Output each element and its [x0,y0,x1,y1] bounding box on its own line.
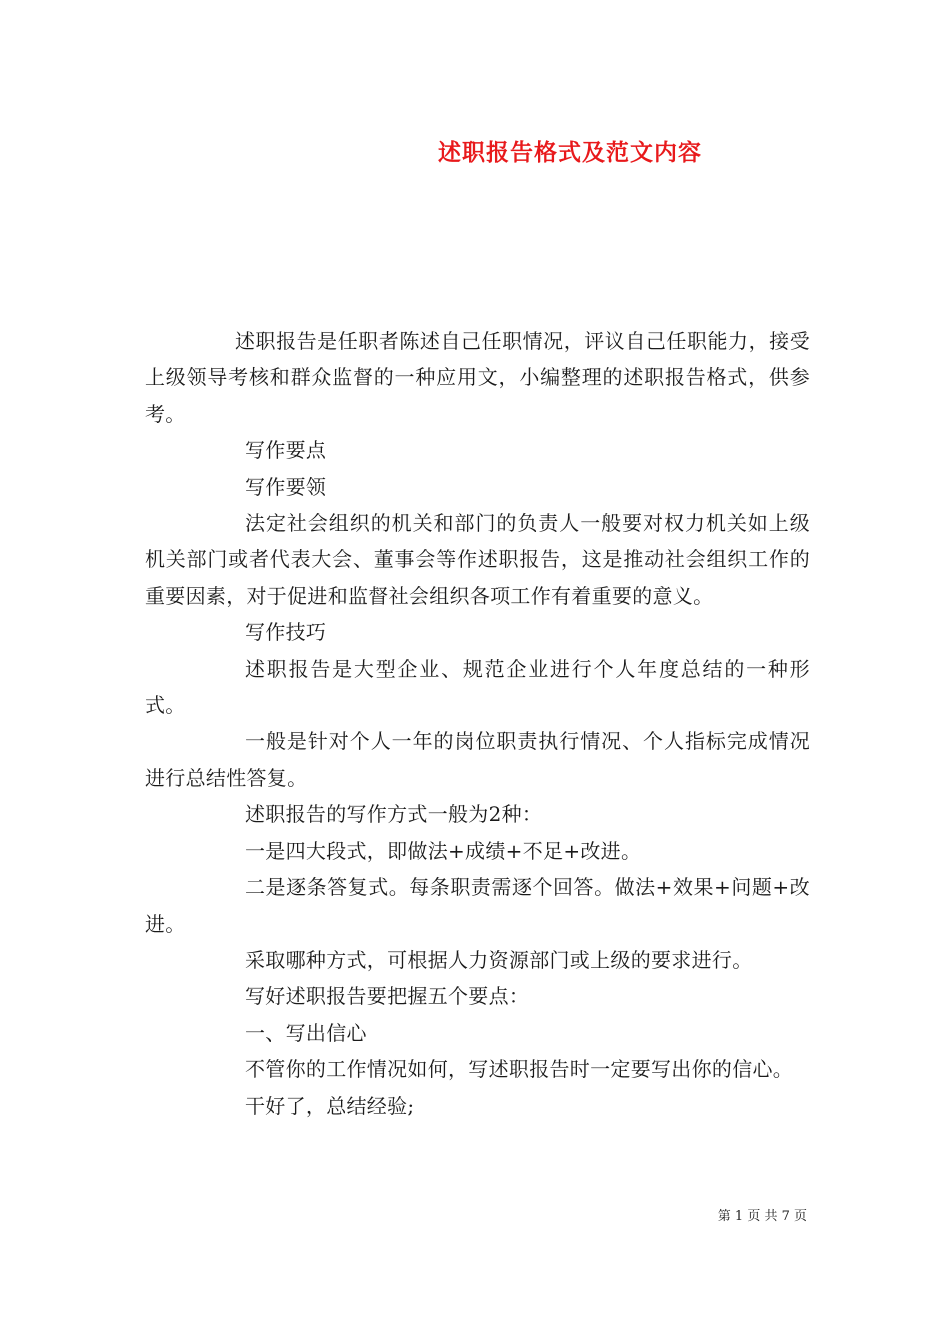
paragraph: 写好述职报告要把握五个要点： [245,984,530,1009]
paragraph: 二是逐条答复式。每条职责需逐个回答。做法+效果+问题+改进。 [145,875,810,936]
paragraph: 写作技巧 [245,620,327,645]
paragraph: 采取哪种方式，可根据人力资源部门或上级的要求进行。 [245,947,753,972]
document-body [145,323,810,1124]
page-number-footer: 第 1 页 共 7 页 [717,1209,807,1224]
paragraph: 述职报告是任职者陈述自己任职情况，评议自己任职能力，接受上级领导考核和群众监督的一种应用文，小编整理的述职报告格式，供参考。 [145,329,810,426]
paragraph: 一、写出信心 [245,1020,367,1045]
paragraph: 法定社会组织的机关和部门的负责人一般要对权力机关如上级机关部门或者代表大会、董事会等作述职报告，这是推动社会组织工作的重要因素，对于促进和监督社会组织各项工作有着重要的意义。 [145,511,810,608]
paragraph: 一般是针对个人一年的岗位职责执行情况、个人指标完成情况进行总结性答复。 [145,729,810,790]
paragraph: 一是四大段式，即做法+成绩+不足+改进。 [245,838,642,863]
paragraph: 干好了，总结经验; [245,1093,415,1118]
paragraph: 述职报告的写作方式一般为2种： [245,802,543,827]
paragraph: 写作要点 [245,438,327,463]
paragraph: 不管你的工作情况如何，写述职报告时一定要写出你的信心。 [245,1057,794,1082]
document-title: 述职报告格式及范文内容 [438,139,702,166]
paragraph: 述职报告是大型企业、规范企业进行个人年度总结的一种形式。 [145,656,810,718]
paragraph: 写作要领 [245,474,327,499]
